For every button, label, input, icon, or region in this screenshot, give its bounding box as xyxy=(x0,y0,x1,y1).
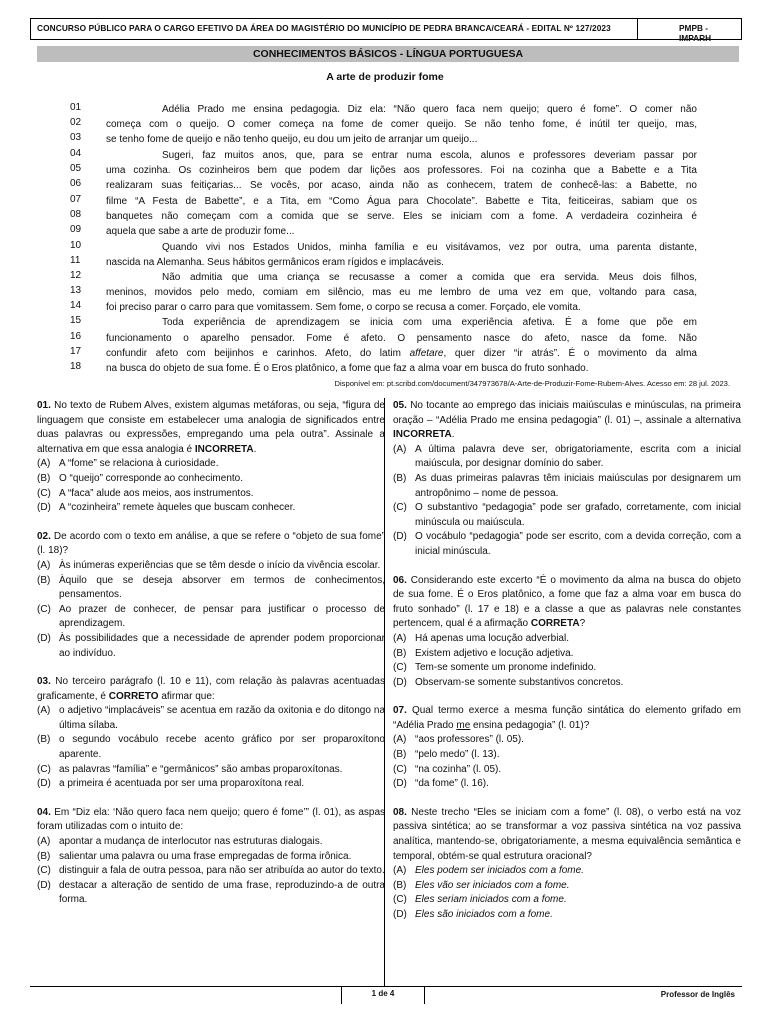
option-text: As duas primeiras palavras têm iniciais maiúsculas por designarem um antropônimo – nome de pessoa. xyxy=(415,472,741,499)
option-letter: (D) xyxy=(393,531,407,543)
passage-line xyxy=(0,361,770,376)
question-05 xyxy=(393,399,741,560)
question-stem xyxy=(37,399,385,457)
question-stem xyxy=(393,704,741,733)
stem-text: Neste trecho “Eles se iniciam com a fome” (l. 08), o verbo está na voz passiva sintética; ao se transformar a voz passiva sintética na voz passiva analítica, mantendo-se, obrigatoriamente, a mesma equivalência semântica e temporal, obtém-se qual estrutura oracional? xyxy=(393,806,741,862)
option-text: apontar a mudança de interlocutor nas estruturas dialogais. xyxy=(59,836,323,848)
option-text: Existem adjetivo e locução adjetiva. xyxy=(415,647,574,659)
passage-line xyxy=(0,346,770,361)
option-text: O vocábulo “pedagogia” pode ser escrito, com a devida correção, com a inicial minúscula. xyxy=(415,531,741,557)
option-letter: (B) xyxy=(37,472,51,484)
line-text: filme “A Festa de Babette”, e a Tita, em “Como Água para Chocolate”. Babette e Tita, feiticeiras, sabiam que os xyxy=(106,196,697,207)
question-07 xyxy=(393,704,741,792)
line-number: 14 xyxy=(70,300,82,311)
line-number: 15 xyxy=(70,315,82,326)
question-number: 07. xyxy=(393,705,407,717)
option-c[interactable] xyxy=(393,763,741,778)
exam-title: CONCURSO PÚBLICO PARA O CARGO EFETIVO DA ÁREA DO MAGISTÉRIO DO MUNICÍPIO DE PEDRA BRANCA/CEARÁ - EDITAL Nº 127/2023 xyxy=(37,23,611,33)
stem-text: Em “Diz ela: ‘Não quero faca nem queijo; quero é fome’” (l. 01), as aspas foram utilizadas com o intuito de: xyxy=(37,806,385,833)
line-number: 12 xyxy=(70,270,82,281)
text-title: A arte de produzir fome xyxy=(326,71,444,83)
option-c[interactable] xyxy=(37,487,385,502)
option-d[interactable] xyxy=(37,632,385,661)
latin-word: affetare xyxy=(409,348,444,359)
option-text: O substantivo “pedagogia” pode ser grafado, corretamente, com inicial minúscula ou maiúscula. xyxy=(415,502,741,528)
passage-line xyxy=(0,300,770,315)
passage-line xyxy=(0,148,770,163)
stem-text: No terceiro parágrafo (l. 10 e 11), com relação às palavras acentuadas graficamente, é xyxy=(37,676,385,702)
stem-text: Considerando este excerto “É o movimento da alma na busca do objeto de sua fome. É o Eros platônico, a fome que faz a alma voar em busca do fruto sonhado” (l. 17 e 18) e a classe a que as palavras nele constantes pertencem, qual é a afirmação xyxy=(393,574,741,630)
line-number: 18 xyxy=(70,361,82,372)
option-c[interactable] xyxy=(37,864,385,879)
option-letter: (A) xyxy=(37,458,51,470)
stem-text: ? xyxy=(579,618,586,630)
line-number: 13 xyxy=(70,285,82,296)
question-04 xyxy=(37,806,385,908)
option-d[interactable] xyxy=(393,777,741,792)
option-c[interactable] xyxy=(393,501,741,530)
line-number: 09 xyxy=(70,224,82,235)
line-number: 17 xyxy=(70,346,82,357)
role-label: Professor de Inglês xyxy=(660,990,735,999)
option-letter: (C) xyxy=(393,662,407,674)
line-text: funcionamento o aparelho pensador. Fome é afeto. O pensamento nasce do afeto, nasce da fome. Não xyxy=(106,333,697,344)
passage-line xyxy=(0,255,770,270)
option-text: A “cozinheira” remete àqueles que buscam conhecer. xyxy=(59,502,296,514)
question-stem xyxy=(393,574,741,632)
option-b[interactable] xyxy=(37,472,385,487)
question-number: 04. xyxy=(37,806,51,818)
option-text: Há apenas uma locução adverbial. xyxy=(415,632,569,644)
line-text: Toda experiência de aprendizagem se inicia com uma experiência afetiva. É a fome que põe em xyxy=(162,317,697,328)
option-letter: (C) xyxy=(37,487,51,499)
option-text: Eles seriam iniciados com a fome. xyxy=(415,894,567,906)
line-text: Quando vivi nos Estados Unidos, minha família e eu visitávamos, vez por outra, uma parenta distante, xyxy=(162,242,697,253)
option-text: o adjetivo “implacáveis” se acentua em razão da oxitonia e do ditongo na última sílaba. xyxy=(59,705,385,731)
passage-line xyxy=(0,224,770,239)
question-stem xyxy=(37,675,385,704)
passage-line xyxy=(0,163,770,178)
line-number: 06 xyxy=(70,178,82,189)
option-letter: (D) xyxy=(37,502,51,514)
option-d[interactable] xyxy=(37,777,385,792)
line-text xyxy=(106,346,697,361)
line-text: foi preciso parar o carro para que vomitassem. Sem fome, o corpo se recusa a comer. Forçado, ele vomita. xyxy=(106,302,581,313)
underlined-word: me xyxy=(456,719,471,731)
option-letter: (B) xyxy=(393,879,407,891)
question-01 xyxy=(37,399,385,516)
question-stem xyxy=(37,806,385,835)
option-letter: (C) xyxy=(393,502,407,514)
option-a[interactable] xyxy=(393,443,741,472)
passage-line xyxy=(0,240,770,255)
passage-line xyxy=(0,178,770,193)
option-text: Observam-se somente substantivos concretos. xyxy=(415,676,624,688)
line-number: 04 xyxy=(70,148,82,159)
line-text: começa com o queijo. O comer começa na fome de comer queijo. Se não tenho fome, é inútil ter queijo, mas, xyxy=(106,119,697,130)
option-text: “aos professores” (l. 05). xyxy=(415,734,524,746)
passage-line xyxy=(0,132,770,147)
option-text: Às possibilidades que a necessidade de aprender podem proporcionar ao indivíduo. xyxy=(59,632,385,659)
source-citation: Disponível em: pt.scribd.com/document/347973678/A-Arte-de-Produzir-Fome-Rubem-Alves. Acesso em: 28 jul. 2023. xyxy=(334,379,730,388)
option-text: Eles podem ser iniciados com a fome. xyxy=(415,865,584,877)
stem-text: afirmar que: xyxy=(158,690,215,702)
page-number: 1 de 4 xyxy=(341,986,425,1004)
option-text: o segundo vocábulo recebe acento gráfico por ser proparoxítono aparente. xyxy=(59,734,385,761)
option-text: A última palavra deve ser, obrigatoriamente, escrita com a inicial maiúscula, por designar domínio do saber. xyxy=(415,443,741,470)
questions-left-column xyxy=(37,399,385,922)
question-stem xyxy=(393,399,741,443)
line-text: realizaram suas feitiçarias... Se vocês, por acaso, ainda não as conhecem, tratem de conhecê-las: a Babette, no xyxy=(106,180,697,191)
stem-text: Qual termo exerce a mesma função sintática do elemento grifado em “Adélia Prado xyxy=(393,705,741,731)
line-text: Sugeri, faz muitos anos, que, para se entrar numa escola, alunos e professores deveriam passar por xyxy=(162,150,697,161)
question-03 xyxy=(37,675,385,792)
stem-text: De acordo com o texto em análise, a que se refere o “objeto de sua fome” (l. 18)? xyxy=(37,530,385,557)
stem-text: No tocante ao emprego das iniciais maiúsculas e minúsculas, na primeira oração – “Adélia Prado me ensina pedagogia” (l. 01) –, assinale a alternativa xyxy=(393,400,741,426)
option-letter: (D) xyxy=(393,676,407,688)
option-letter: (A) xyxy=(393,865,407,877)
option-letter: (B) xyxy=(37,850,51,862)
line-text-part: confundir afeto com beijinhos e carinhos. Afeto, do latim xyxy=(106,348,410,359)
option-d[interactable] xyxy=(393,908,741,923)
passage-line xyxy=(0,102,770,117)
option-a[interactable] xyxy=(37,704,385,733)
option-text: Àquilo que se deseja absorver em termos de conhecimentos, pensamentos. xyxy=(59,574,385,601)
option-text: salientar uma palavra ou uma frase empregadas de forma irônica. xyxy=(59,850,352,862)
option-text: a primeira é acentuada por ser uma proparoxítona real. xyxy=(59,778,305,790)
line-number: 05 xyxy=(70,163,82,174)
option-text: distinguir a fala de outra pessoa, para não ser atribuída ao autor do texto. xyxy=(59,865,385,877)
option-c[interactable] xyxy=(393,661,741,676)
stem-emphasis: INCORRETA xyxy=(194,443,254,455)
option-letter: (A) xyxy=(37,559,51,571)
passage-line xyxy=(0,209,770,224)
line-text: na busca do objeto de sua fome. É o Eros platônico, a fome que faz a alma voar em busca do fruto sonhado. xyxy=(106,363,589,374)
stem-text: No texto de Rubem Alves, existem algumas metáforas, ou seja, “figura de linguagem que consiste em estabelecer uma analogia de significados entre duas palavras ou expressões, empregando uma pela outra”. Assinale a alternativa em que essa analogia é xyxy=(37,400,385,455)
option-letter: (C) xyxy=(37,763,51,775)
line-text: Não admitia que uma criança se recusasse a comer a comida que era servida. Meus dois filhos, xyxy=(162,272,697,283)
option-b[interactable] xyxy=(37,574,385,603)
option-letter: (A) xyxy=(37,705,51,717)
line-number: 16 xyxy=(70,331,82,342)
option-letter: (A) xyxy=(393,443,407,455)
option-letter: (A) xyxy=(393,734,407,746)
line-number: 01 xyxy=(70,102,82,113)
option-letter: (C) xyxy=(37,603,51,615)
option-text: “da fome” (l. 16). xyxy=(415,778,489,790)
option-letter: (C) xyxy=(393,894,407,906)
option-letter: (B) xyxy=(393,472,407,484)
option-d[interactable] xyxy=(37,501,385,516)
header-divider xyxy=(637,19,638,39)
option-b[interactable] xyxy=(37,850,385,865)
questions-right-column xyxy=(393,399,741,937)
passage-line xyxy=(0,315,770,330)
option-c[interactable] xyxy=(393,893,741,908)
stem-emphasis: INCORRETA xyxy=(393,429,452,441)
question-number: 06. xyxy=(393,574,407,586)
option-letter: (A) xyxy=(393,632,407,644)
passage-line xyxy=(0,270,770,285)
option-b[interactable] xyxy=(393,879,741,894)
option-text: “pelo medo” (l. 13). xyxy=(415,749,500,761)
option-d[interactable] xyxy=(37,879,385,908)
option-a[interactable] xyxy=(37,457,385,472)
passage-line xyxy=(0,331,770,346)
option-text: “na cozinha” (l. 05). xyxy=(415,763,502,775)
option-c[interactable] xyxy=(37,763,385,778)
option-a[interactable] xyxy=(393,864,741,879)
option-text: A “fome” se relaciona à curiosidade. xyxy=(59,458,219,470)
option-letter: (B) xyxy=(393,647,407,659)
line-text: uma cozinha. Os cozinheiros bem que podem dar lições aos professores. Foi na cozinha que a Babette e a Tita xyxy=(106,165,697,176)
stem-emphasis: CORRETA xyxy=(530,618,580,630)
option-letter: (D) xyxy=(37,879,51,891)
option-b[interactable] xyxy=(393,472,741,501)
line-number: 02 xyxy=(70,117,82,128)
passage-line xyxy=(0,285,770,300)
option-d[interactable] xyxy=(393,530,741,559)
line-number: 03 xyxy=(70,132,82,143)
line-text: meninos, movidos pelo medo, comiam em silêncio, mas eu me lembro de uma vez em que, voltando para casa, xyxy=(106,287,697,298)
line-number: 08 xyxy=(70,209,82,220)
line-number: 10 xyxy=(70,240,82,251)
option-text: Ao prazer de conhecer, de pensar para justificar o processo de aprendizagem. xyxy=(59,603,385,630)
option-text: as palavras “família” e “germânicos” são ambas proparoxítonas. xyxy=(59,763,343,775)
option-text: destacar a alteração de sentido de uma frase, reproduzindo-a de outra forma. xyxy=(59,879,385,906)
option-text: Às inúmeras experiências que se têm desde o início da vivência escolar. xyxy=(59,559,381,571)
option-letter: (C) xyxy=(393,763,407,775)
question-number: 08. xyxy=(393,806,407,818)
stem-text: . xyxy=(451,429,455,441)
option-a[interactable] xyxy=(393,632,741,647)
option-text: Tem-se somente um pronome indefinido. xyxy=(415,662,597,674)
option-letter: (D) xyxy=(393,909,407,920)
question-02 xyxy=(37,530,385,661)
stem-text: ensina pedagogia” (l. 01)? xyxy=(470,719,590,731)
line-number: 11 xyxy=(70,255,81,266)
option-text: A “faca” alude aos meios, aos instrumentos. xyxy=(59,487,254,499)
stem-text: . xyxy=(253,443,257,455)
exam-code: PMPB - IMPARH xyxy=(679,23,712,43)
option-text: O “queijo” corresponde ao conhecimento. xyxy=(59,472,243,484)
option-b[interactable] xyxy=(393,647,741,662)
option-b[interactable] xyxy=(393,748,741,763)
option-b[interactable] xyxy=(37,733,385,762)
section-title: CONHECIMENTOS BÁSICOS - LÍNGUA PORTUGUESA xyxy=(252,48,524,60)
option-letter: (A) xyxy=(37,836,51,848)
line-text: nascida na Alemanha. Seus hábitos germânicos eram rígidos e implacáveis. xyxy=(106,257,444,268)
line-number: 07 xyxy=(70,194,82,205)
option-c[interactable] xyxy=(37,603,385,632)
passage-line xyxy=(0,194,770,209)
page-header xyxy=(30,18,742,43)
line-text: Adélia Prado me ensina pedagogia. Diz ela: “Não quero faca nem queijo; quero é fome”. O comer não xyxy=(162,104,697,115)
option-text: Eles são iniciados com a fome. xyxy=(415,909,553,920)
option-a[interactable] xyxy=(393,733,741,748)
question-number: 02. xyxy=(37,530,51,542)
question-number: 01. xyxy=(37,400,51,411)
line-text: se tenho fome de queijo e não tenho queijo, eu dou um jeito de arranjar um queijo... xyxy=(106,134,478,145)
question-number: 03. xyxy=(37,676,51,688)
line-text-part: , quer dizer “ir atrás”. É o movimento da alma xyxy=(443,348,697,359)
passage-line xyxy=(0,117,770,132)
option-letter: (B) xyxy=(393,749,407,761)
line-text: aquela que sabe a arte de produzir fome... xyxy=(106,226,295,237)
question-number: 05. xyxy=(393,400,407,411)
option-letter: (B) xyxy=(37,574,51,586)
question-stem xyxy=(37,530,385,559)
question-08 xyxy=(393,806,741,923)
option-a[interactable] xyxy=(37,559,385,574)
stem-emphasis: CORRETO xyxy=(108,690,159,702)
option-text: Eles vão ser iniciados com a fome. xyxy=(415,879,570,891)
option-a[interactable] xyxy=(37,835,385,850)
option-letter: (B) xyxy=(37,734,51,746)
option-letter: (D) xyxy=(37,632,51,644)
option-letter: (C) xyxy=(37,865,51,877)
line-text: banquetes não começam com a comida que se serve. Eles se iniciam com a fome. A verdadeira cozinheira é xyxy=(106,211,697,222)
question-06 xyxy=(393,574,741,691)
section-bar xyxy=(37,46,739,62)
question-stem xyxy=(393,806,741,864)
option-letter: (D) xyxy=(37,778,51,790)
option-d[interactable] xyxy=(393,676,741,691)
option-letter: (D) xyxy=(393,778,407,790)
